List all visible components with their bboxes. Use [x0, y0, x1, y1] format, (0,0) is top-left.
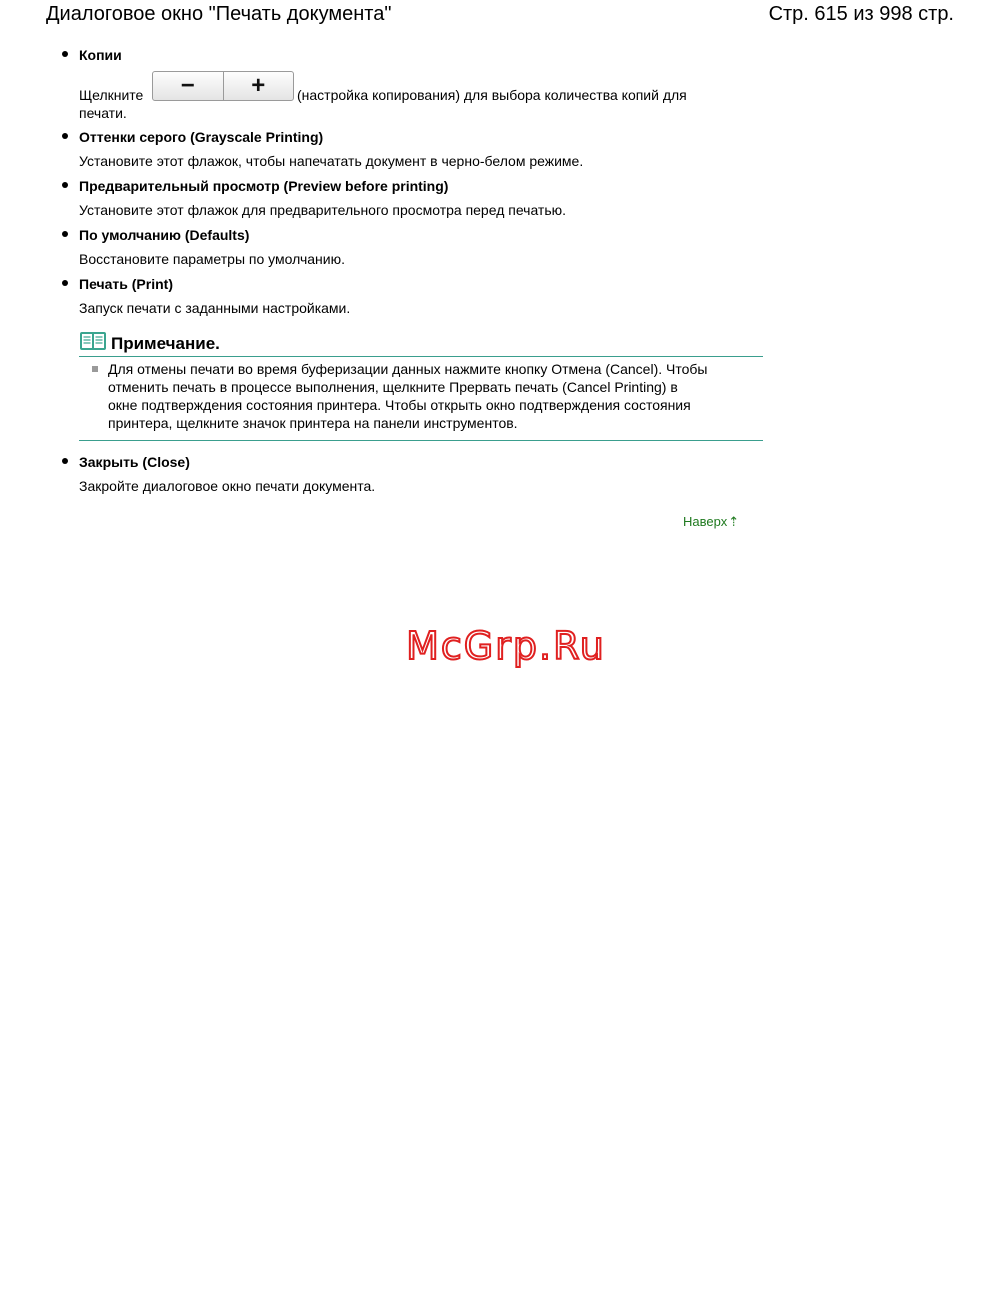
page-counter: Стр. 615 из 998 стр. — [768, 3, 954, 25]
back-to-top-link[interactable] — [683, 514, 739, 530]
watermark — [0, 624, 1000, 668]
bullet — [62, 280, 68, 286]
note-body — [79, 360, 763, 441]
bullet — [62, 458, 68, 464]
item-term: Предварительный просмотр (Preview before printing) — [79, 178, 449, 194]
item-desc: Установите этот флажок, чтобы напечатать документ в черно-белом режиме. — [79, 153, 584, 169]
item-desc: Щелкните — [79, 87, 144, 103]
item-desc: Восстановите параметры по умолчанию. — [79, 251, 345, 267]
copies-stepper — [152, 71, 294, 101]
watermark-text: McGrp.Ru — [406, 624, 606, 668]
item-term: Закрыть (Close) — [79, 454, 190, 470]
item-desc: (настройка копирования) для выбора количества копий для — [297, 87, 687, 103]
item-term: Печать (Print) — [79, 276, 173, 292]
book-icon — [79, 330, 107, 352]
square-bullet-icon — [92, 366, 98, 372]
item-desc: Установите этот флажок для предварительного просмотра перед печатью. — [79, 202, 567, 218]
note-header — [79, 330, 763, 357]
back-to-top-label: Наверх — [683, 514, 728, 529]
note-title: Примечание. — [111, 334, 220, 353]
up-arrow-icon: ⇡ — [728, 514, 740, 529]
bullet — [62, 231, 68, 237]
bullet — [62, 133, 68, 139]
decrement-button: − — [180, 72, 195, 99]
item-desc: печати. — [79, 105, 127, 121]
item-desc: Запуск печати с заданными настройками. — [79, 300, 351, 316]
item-term: По умолчанию (Defaults) — [79, 227, 250, 243]
page-title: Диалоговое окно "Печать документа" — [46, 3, 392, 25]
increment-button: + — [223, 72, 294, 100]
item-term: Копии — [79, 47, 122, 63]
item-desc: Закройте диалоговое окно печати документа. — [79, 478, 376, 494]
item-term: Оттенки серого (Grayscale Printing) — [79, 129, 324, 145]
bullet — [62, 51, 68, 57]
note-text: Для отмены печати во время буферизации данных нажмите кнопку Отмена (Cancel). Чтобы отменить печать в процессе выполнения, щелкните Прервать печать (Cancel Printing) в окне подтверждения состояния принтера. Чтобы открыть окно подтверждения состояния принтера, щелкните значок принтера на панели инструментов. — [108, 361, 708, 431]
bullet — [62, 182, 68, 188]
